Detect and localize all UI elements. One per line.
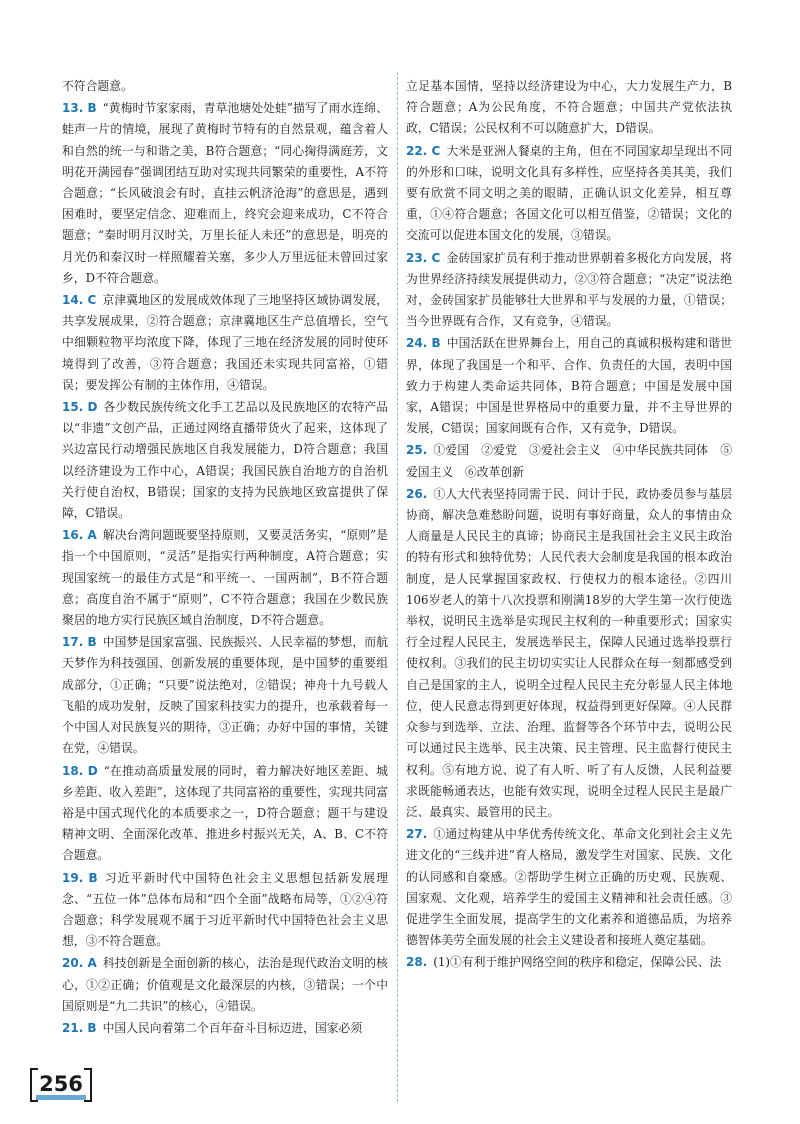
answer-number: 13. B bbox=[62, 101, 97, 116]
answer-item-28 bbox=[406, 952, 732, 973]
page-number bbox=[28, 1064, 94, 1104]
answer-number: 23. C bbox=[406, 250, 441, 265]
answer-text: 中国梦是国家富强、民族振兴、人民幸福的梦想，而航天梦作为科技强国、创新发展的重要体现，是中国梦的重要组成部分，①正确；“只要”说法绝对，②错误；神舟十九号载人飞船的成功发射，反映了国家科技实力的提升，也承载着每一个中国人对民族复兴的期待，③正确；办好中国的事情，关键在党，④错误。 bbox=[62, 635, 388, 756]
answer-text: 立足基本国情，坚持以经济建设为中心，大力发展生产力，B符合题意；A为公民角度，不符合题意；中国共产党依法执政，C错误；公民权利不可以随意扩大，D错误。 bbox=[406, 79, 732, 136]
answer-number: 14. C bbox=[62, 293, 97, 308]
answer-text: (1)①有利于维护网络空间的秩序和稳定，保障公民、法 bbox=[433, 955, 722, 970]
answer-number: 22. C bbox=[406, 143, 441, 158]
answer-item-27 bbox=[406, 824, 732, 951]
answer-item-21 bbox=[62, 1018, 388, 1039]
answer-text: 中国人民向着第二个百年奋斗目标迈进，国家必须 bbox=[102, 1020, 363, 1035]
answer-item-22 bbox=[406, 141, 732, 247]
answer-text: “黄梅时节家家雨，青草池塘处处蛙”描写了雨水连绵、蛙声一片的情境，展现了黄梅时节特有的自然景观，蕴含着人和自然的统一与和谐之美，B符合题意；“同心掬得满庭芳，文明花开满园春”强调团结互助对实现共同繁荣的重要性，A不符合题意；“长风破浪会有时，直挂云帆济沧海”的意思是，遇到困难时，要坚定信念、迎难而上，终究会迎来成功，C不符合题意；“秦时明月汉时关，万里长征人未还”的意思是，明亮的月光仍和秦汉时一样照耀着关塞，多少人万里远征未曾回过家乡，D不符合题意。 bbox=[62, 101, 388, 285]
answer-text: ①爱国 ②爱党 ③爱社会主义 ④中华民族共同体 ⑤爱国主义 ⑥改革创新 bbox=[406, 443, 732, 479]
answer-text: 中国活跃在世界舞台上，用自己的真诚积极构建和谐世界，体现了我国是一个和平、合作、负责任的大国，表明中国致力于构建人类命运共同体，B符合题意；中国是发展中国家，A错误；中国是世界格局中的重要力量，并不主导世界的发展，C错误；国家间既有合作，又有竞争，D错误。 bbox=[406, 336, 732, 436]
answer-text: 解决台湾问题既要坚持原则，又要灵活务实，“原则”是指一个中国原则，“灵活”是指实行两种制度，A符合题意；实现国家统一的最佳方式是“和平统一、一国两制”，B不符合题意；高度自治不属于“原则”，C不符合题意；我国在少数民族聚居的地方实行民族区域自治制度，D不符合题意。 bbox=[62, 528, 388, 628]
left-column bbox=[62, 76, 388, 1040]
answer-item-19 bbox=[62, 868, 388, 953]
answer-text: 大米是亚洲人餐桌的主角，但在不同国家却呈现出不同的外形和口味，说明文化具有多样性，应坚持各美其美，我们要有欣赏不同文明之美的眼睛，正确认识文化差异，相互尊重，①④符合题意；各国文化可以相互借鉴，②错误；文化的交流可以促进本国文化的发展，③错误。 bbox=[406, 143, 732, 243]
page-number-text: 256 bbox=[39, 1072, 83, 1096]
answer-number: 18. D bbox=[62, 763, 98, 778]
right-column bbox=[406, 76, 732, 975]
answer-item-0 bbox=[62, 76, 388, 97]
answer-number: 17. B bbox=[62, 635, 97, 650]
answer-item-25 bbox=[406, 440, 732, 482]
answer-item-23 bbox=[406, 248, 732, 333]
answer-text: 不符合题意。 bbox=[62, 79, 133, 93]
answer-item-16 bbox=[62, 525, 388, 631]
answer-item-21-cont bbox=[406, 76, 732, 140]
answer-item-14 bbox=[62, 290, 388, 396]
answer-number: 26. bbox=[406, 486, 428, 501]
answer-item-15 bbox=[62, 397, 388, 524]
answer-text: 各少数民族传统文化手工艺品以及民族地区的农特产品以“非遗”文创产品，正通过网络直播带货火了起来，这体现了兴边富民行动增强民族地区自我发展能力，D符合题意；我国以经济建设为工作中心，A错误；我国民族自治地方的自治机关行使自治权，B错误；国家的支持为民族地区致富提供了保障，C错误。 bbox=[62, 400, 388, 521]
page-number-bracket-right bbox=[84, 1068, 92, 1102]
answer-number: 25. bbox=[406, 443, 428, 458]
answer-item-17 bbox=[62, 632, 388, 759]
answer-item-26 bbox=[406, 484, 732, 823]
answer-text: ①通过构建从中华优秀传统文化、革命文化到社会主义先进文化的“三线并进”育人格局，激发学生对国家、民族、文化的认同感和自豪感。②帮助学生树立正确的历史观、民族观、国家观、文化观，培养学生的爱国主义精神和社会责任感。③促进学生全面发展，提高学生的文化素养和道德品质，为培养德智体美劳全面发展的社会主义建设者和接班人奠定基础。 bbox=[406, 827, 732, 948]
answer-text: 习近平新时代中国特色社会主义思想包括新发展理念、“五位一体”总体布局和“四个全面”战略布局等，①②④符合题意；科学发展观不属于习近平新时代中国特色社会主义思想，③不符合题意。 bbox=[62, 870, 388, 949]
answer-number: 28. bbox=[406, 955, 428, 970]
answer-item-24 bbox=[406, 333, 732, 439]
answer-number: 16. A bbox=[62, 528, 97, 543]
answer-text: 科技创新是全面创新的核心，法治是现代政治文明的核心，①②正确；价值观是文化最深层的内核，③错误；一个中国原则是“九二共识”的核心，④错误。 bbox=[62, 956, 388, 1013]
answer-text: 京津冀地区的发展成效体现了三地坚持区域协调发展，共享发展成果，②符合题意；京津冀地区生产总值增长，空气中细颗粒物平均浓度下降，体现了三地在经济发展的同时使环境得到了改善，③符合题意；我国还未实现共同富裕，①错误；要发挥公有制的主体作用，④错误。 bbox=[62, 293, 388, 392]
answer-number: 24. B bbox=[406, 336, 441, 351]
answer-number: 20. A bbox=[62, 956, 97, 971]
answer-number: 27. bbox=[406, 827, 428, 842]
answer-item-13 bbox=[62, 98, 388, 289]
answer-item-20 bbox=[62, 953, 388, 1017]
answer-text: “在推动高质量发展的同时，着力解决好地区差距、城乡差距、收入差距”，这体现了共同富裕的重要性，实现共同富裕是中国式现代化的本质要求之一，D符合题意；题干与建设精神文明、全面深化改革、推进乡村振兴无关，A、B、C不符合题意。 bbox=[62, 763, 388, 863]
answer-number: 15. D bbox=[62, 400, 98, 415]
answer-number: 21. B bbox=[62, 1020, 97, 1035]
answer-item-18 bbox=[62, 761, 388, 867]
answer-text: 金砖国家扩员有利于推动世界朝着多极化方向发展，将为世界经济持续发展提供动力，②③符合题意；“决定”说法绝对，金砖国家扩员能够壮大世界和平与发展的力量，①错误；当今世界既有合作，又有竞争，④错误。 bbox=[406, 250, 732, 329]
answer-number: 19. B bbox=[62, 870, 98, 885]
column-divider bbox=[397, 72, 398, 1102]
answer-text: ①人大代表坚持同需于民、问计于民，政协委员参与基层协商，解决急难愁盼问题，说明有事好商量，众人的事情由众人商量是人民民主的真谛；协商民主是我国社会主义民主政治的特有形式和独特优势；人民代表大会制度是我国的根本政治制度，是人民掌握国家政权、行使权力的根本途径。②四川106岁老人的第十八次投票和刚满18岁的大学生第一次行使选举权，说明民主选举是实现民主权利的一种重要形式；国家实行全过程人民民主，发展选举民主，保障人民通过选举投票行使权利。③我们的民主切切实实让人民群众在每一刻都感受到自己是国家的主人，说明全过程人民民主充分彰显人民主体地位，使人民意志得到更好体现，权益得到更好保障。④人民群众参与到选举、立法、治理、监督等各个环节中去，说明公民可以通过民主选举、民主决策、民主管理、民主监督行使民主权利。⑤有地方说、说了有人听、听了有人反馈，人民利益要求既能畅通表达，也能有效实现，说明全过程人民民主是最广泛、最真实、最管用的民主。 bbox=[406, 486, 732, 819]
